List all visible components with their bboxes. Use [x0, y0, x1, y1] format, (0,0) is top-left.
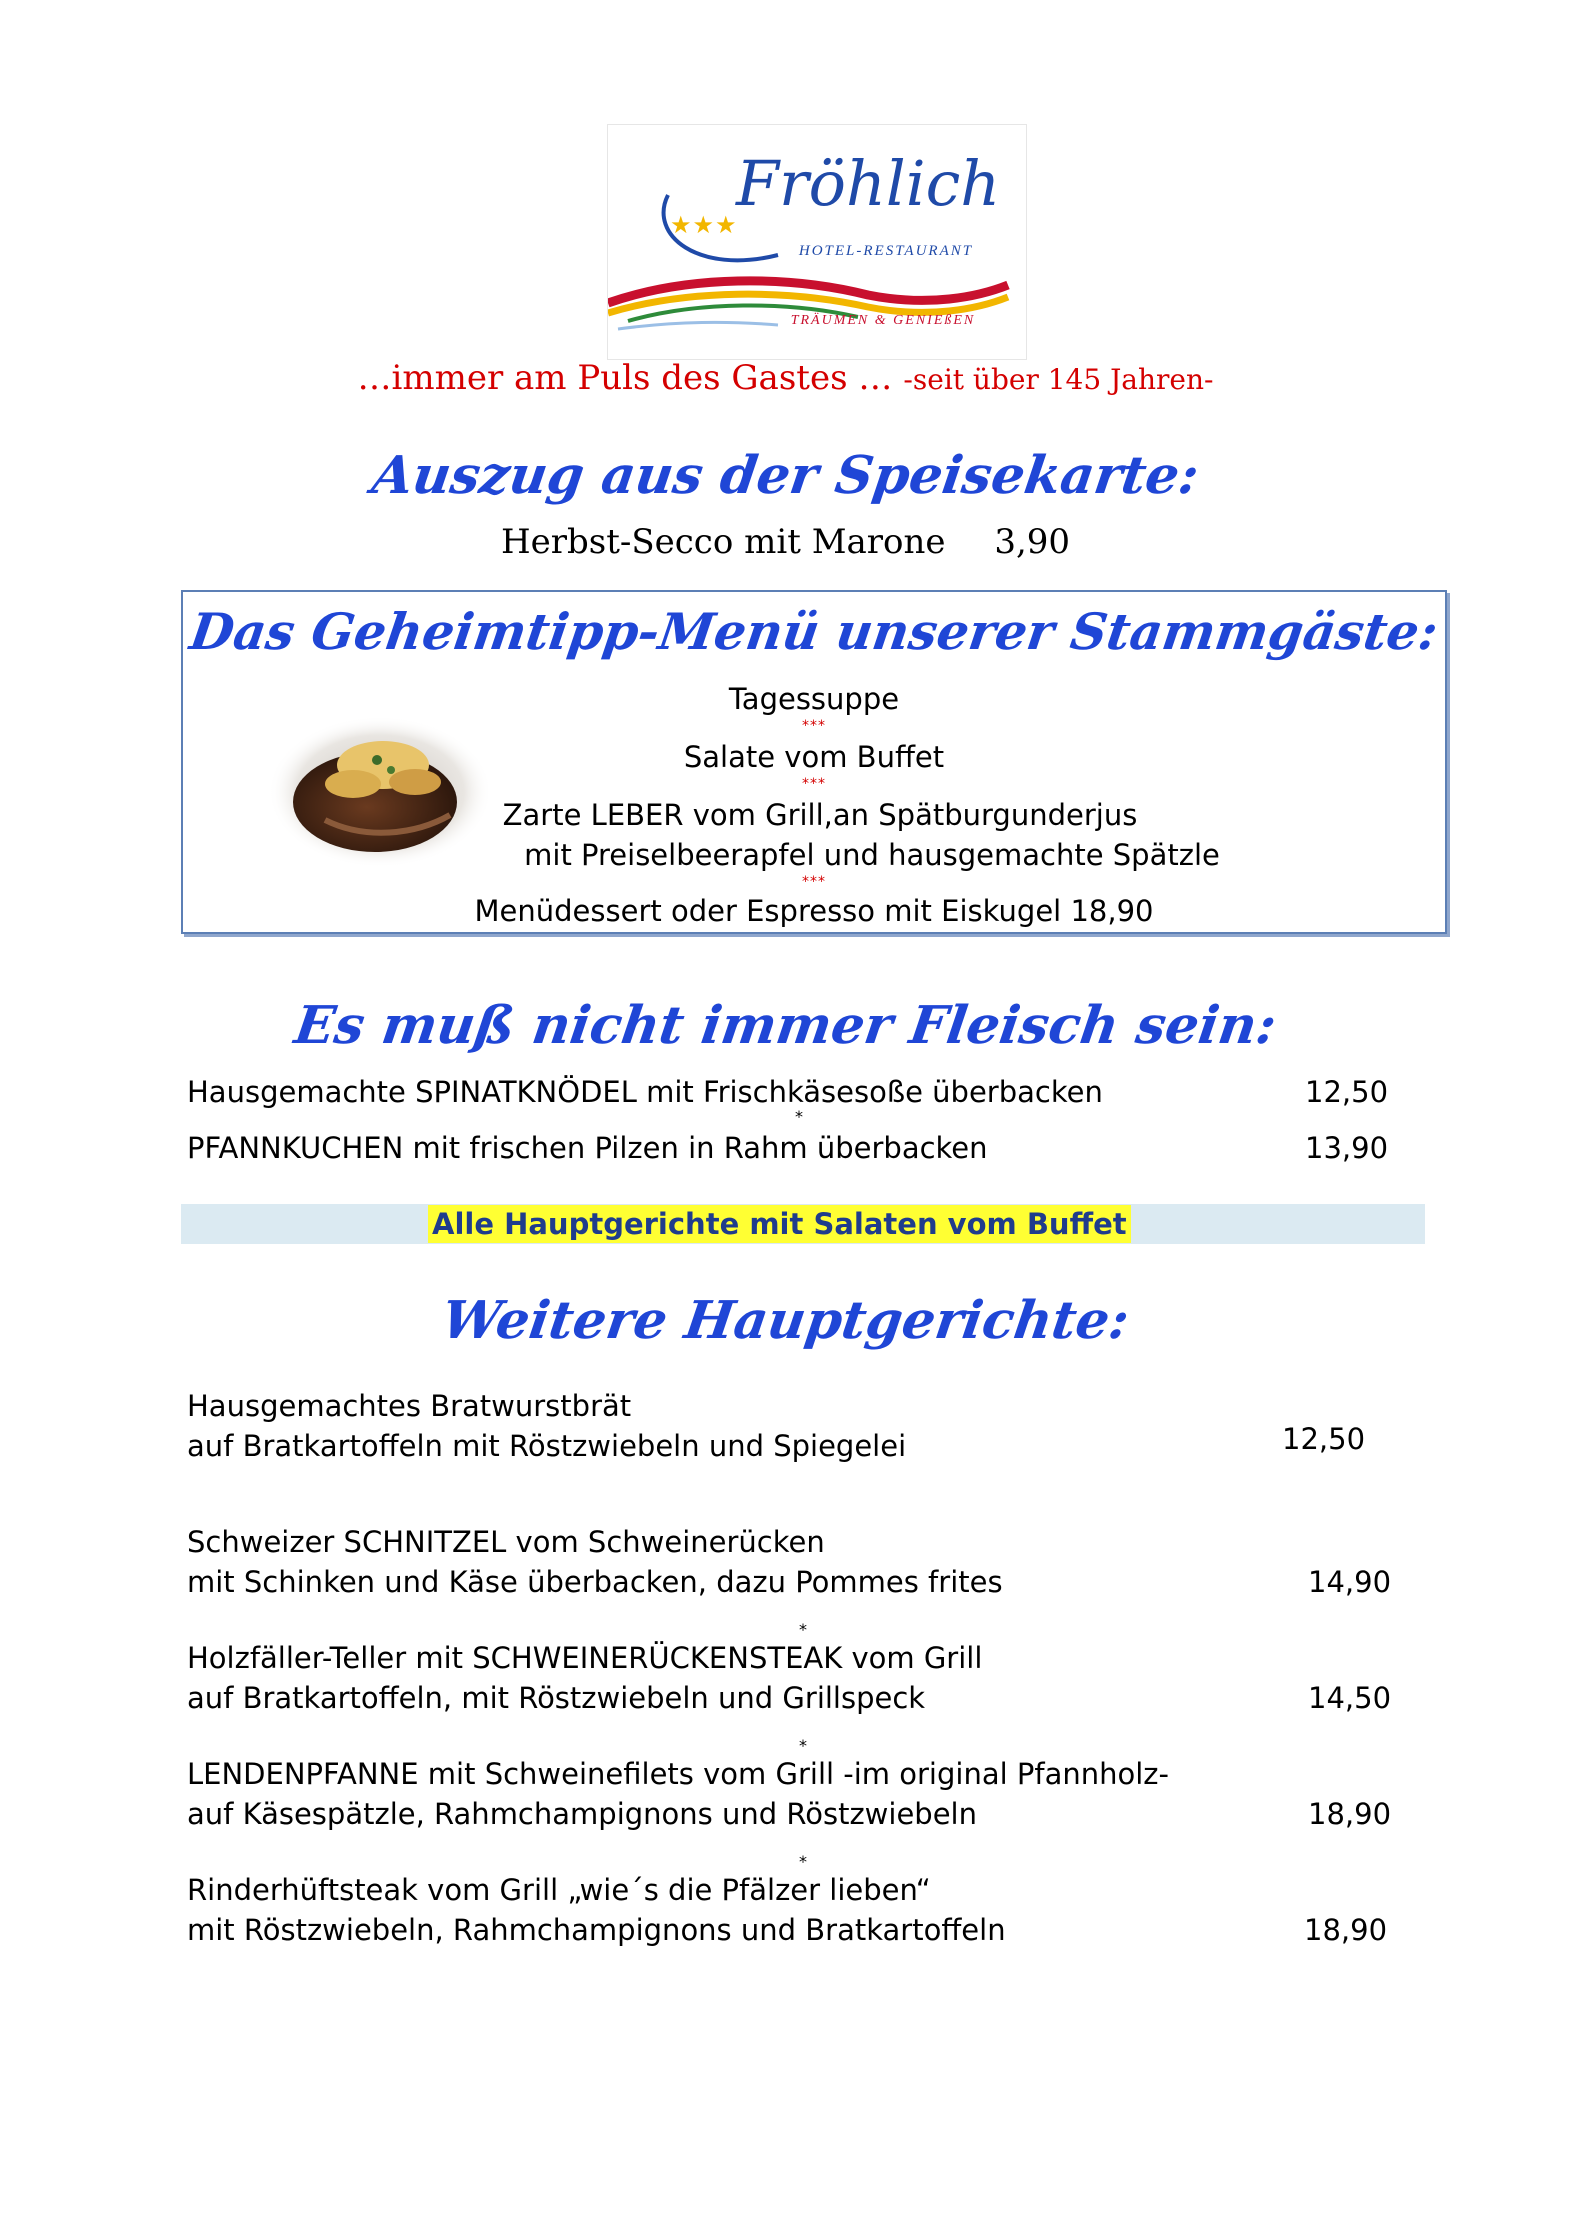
- menu-course-3-line1: Zarte LEBER vom Grill,an Spätburgunderjus: [502, 798, 1138, 832]
- menu-separator: ***: [802, 776, 826, 792]
- main-dish-line2: auf Käsespätzle, Rahmchampignons und Röstzwiebeln: [187, 1797, 977, 1831]
- heading-vegetarisch: Es muß nicht immer Fleisch sein:: [290, 995, 1281, 1056]
- dish-price: 12,50: [1305, 1075, 1389, 1109]
- main-dish-line2: auf Bratkartoffeln, mit Röstzwiebeln und Grillspeck: [187, 1681, 926, 1715]
- secco-item: [0, 522, 1571, 562]
- separator-star: *: [799, 1736, 807, 1755]
- heading-weitere: Weitere Hauptgerichte:: [438, 1290, 1133, 1351]
- slogan-main: …immer am Puls des Gastes …: [357, 358, 893, 398]
- slogan: [0, 358, 1571, 398]
- main-dish-line1: Holzfäller-Teller mit SCHWEINERÜCKENSTEAK vom Grill: [187, 1641, 983, 1675]
- menu-separator: ***: [802, 718, 826, 734]
- buffet-notice-bar: [181, 1204, 1425, 1244]
- main-dish-line2: mit Röstzwiebeln, Rahmchampignons und Bratkartoffeln: [187, 1913, 1006, 1947]
- dish-price: 13,90: [1305, 1131, 1389, 1165]
- menu-course-3-line2: mit Preiselbeerapfel und hausgemachte Spätzle: [524, 838, 1220, 872]
- main-dish-line1: Rinderhüftsteak vom Grill „wie´s die Pfälzer lieben“: [187, 1873, 931, 1907]
- main-dish-line1: Hausgemachtes Bratwurstbrät: [187, 1389, 632, 1423]
- dish-name: PFANNKUCHEN mit frischen Pilzen in Rahm überbacken: [187, 1131, 988, 1165]
- logo-subtitle: HOTEL-RESTAURANT: [798, 243, 974, 259]
- secco-name: Herbst-Secco mit Marone: [500, 522, 946, 562]
- main-dish-line1: LENDENPFANNE mit Schweinefilets vom Grill -im original Pfannholz-: [187, 1757, 1169, 1791]
- separator-star: *: [795, 1107, 803, 1126]
- main-dish-price: 18,90: [1304, 1913, 1388, 1947]
- main-dish-price: 14,90: [1308, 1565, 1392, 1599]
- main-dish-price: 14,50: [1308, 1681, 1392, 1715]
- dish-name: Hausgemachte SPINATKNÖDEL mit Frischkäsesoße überbacken: [187, 1075, 1103, 1109]
- hotel-logo: [607, 124, 1027, 360]
- menu-course-4: Menüdessert oder Espresso mit Eiskugel 18,90: [474, 894, 1154, 928]
- heading-auszug: Auszug aus der Speisekarte:: [368, 445, 1203, 506]
- main-dish-price: 12,50: [1282, 1422, 1366, 1456]
- separator-star: *: [799, 1620, 807, 1639]
- menu-separator: ***: [802, 874, 826, 890]
- menu-course-2: Salate vom Buffet: [683, 740, 945, 774]
- slogan-sub: -seit über 145 Jahren-: [903, 363, 1214, 396]
- menu-course-1: Tagessuppe: [728, 682, 900, 716]
- main-dish-line2: mit Schinken und Käse überbacken, dazu Pommes frites: [187, 1565, 1003, 1599]
- logo-tagline: TRÄUMEN & GENIEßEN: [790, 313, 976, 328]
- geheimtipp-menu-box: [181, 590, 1447, 934]
- logo-name: Fröhlich: [736, 147, 1001, 220]
- heading-geheimtipp: Das Geheimtipp-Menü unserer Stammgäste:: [186, 602, 1442, 661]
- main-dish-line2: auf Bratkartoffeln mit Röstzwiebeln und Spiegelei: [187, 1429, 907, 1463]
- main-dish-line1: Schweizer SCHNITZEL vom Schweinerücken: [187, 1525, 825, 1559]
- separator-star: *: [799, 1852, 807, 1871]
- secco-price: 3,90: [994, 522, 1071, 562]
- logo-stars: ★★★: [670, 211, 738, 239]
- buffet-notice: Alle Hauptgerichte mit Salaten vom Buffet: [428, 1205, 1131, 1243]
- main-dish-price: 18,90: [1308, 1797, 1392, 1831]
